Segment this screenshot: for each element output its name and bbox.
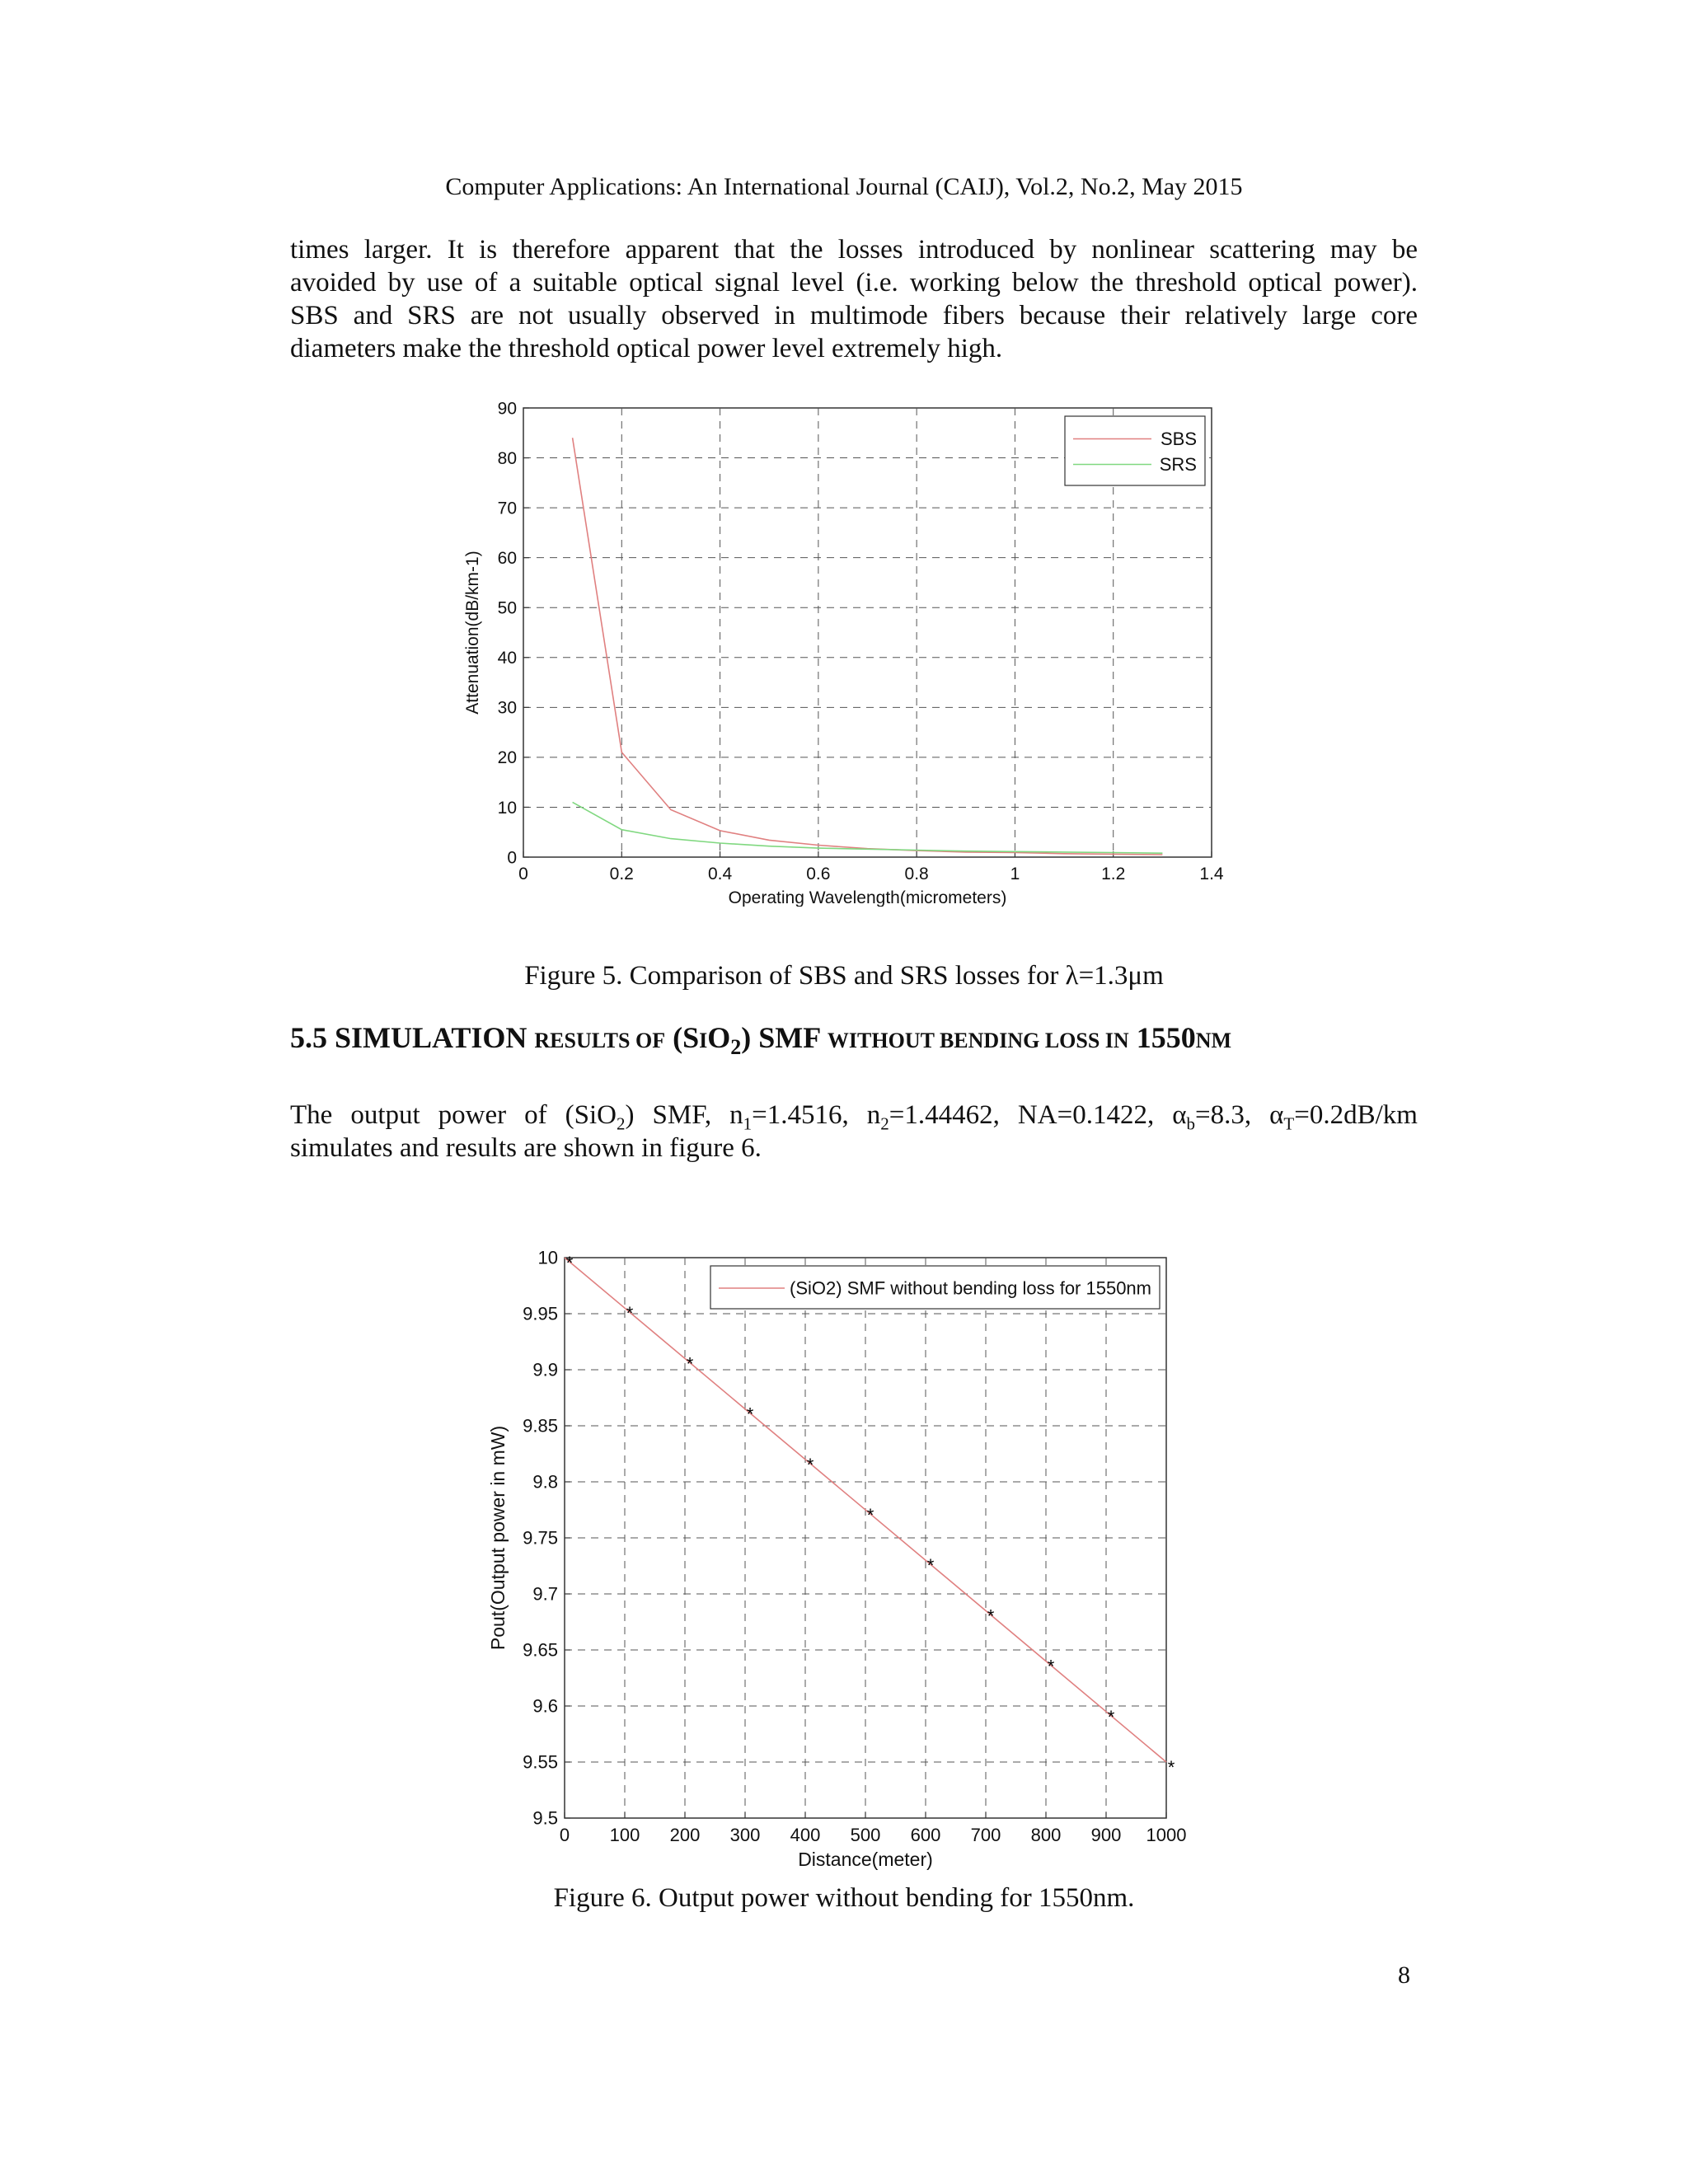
- data-point-marker: *: [1167, 1757, 1175, 1778]
- data-point-marker: *: [987, 1605, 995, 1627]
- figure-6-chart: [478, 1228, 1220, 1879]
- data-point-marker: *: [806, 1454, 814, 1475]
- data-point-marker: *: [565, 1253, 574, 1273]
- paragraph-2: [290, 1099, 1418, 1165]
- paragraph-line: diameters make the threshold optical power level extremely high.: [290, 334, 1003, 363]
- data-point-marker: *: [1107, 1706, 1115, 1727]
- x-tick-label: 0.8: [904, 865, 929, 883]
- x-tick-label: 300: [729, 1825, 761, 1845]
- y-tick-label: 0: [507, 848, 517, 868]
- subscript: 1: [743, 1113, 753, 1134]
- y-axis-label: Pout(Output power in mW): [487, 1425, 509, 1651]
- y-tick-label: 9.55: [523, 1751, 558, 1773]
- text-run: The output power of (SiO: [290, 1100, 617, 1130]
- subscript: T: [1283, 1113, 1295, 1134]
- y-tick-label: 9.5: [532, 1807, 558, 1829]
- section-word: (S: [673, 1021, 700, 1054]
- text-run: =0.2dB/km: [1294, 1100, 1418, 1130]
- paragraph-line: SBS and SRS are not usually observed in multimode fibers because their relatively large core: [290, 301, 1418, 330]
- x-tick-label: 600: [910, 1825, 941, 1845]
- x-tick-label: 500: [850, 1825, 881, 1845]
- data-point-marker: *: [1047, 1656, 1055, 1677]
- legend-label: SRS: [1159, 454, 1197, 476]
- paragraph-1: [290, 233, 1418, 365]
- figure-5-caption: Figure 5. Comparison of SBS and SRS losses for λ=1.3μm: [524, 961, 1164, 991]
- data-point-marker: *: [746, 1404, 754, 1425]
- y-tick-label: 9.7: [532, 1583, 558, 1605]
- data-point-marker: *: [866, 1505, 874, 1526]
- page-number: 8: [1398, 1961, 1410, 1989]
- x-tick-label: 1.2: [1101, 865, 1126, 883]
- text-run: =1.4516, n: [752, 1100, 881, 1130]
- x-tick-label: 0.2: [609, 865, 634, 883]
- x-tick-label: 0.4: [707, 865, 733, 883]
- x-tick-label: 0: [518, 865, 528, 883]
- section-word: NM: [1195, 1029, 1232, 1052]
- section-word: I: [699, 1029, 708, 1052]
- running-head: Computer Applications: An International Journal (CAIJ), Vol.2, No.2, May 2015: [445, 173, 1243, 200]
- y-tick-label: 30: [497, 698, 517, 718]
- y-tick-label: 10: [497, 798, 517, 818]
- data-point-marker: *: [686, 1353, 694, 1375]
- y-tick-label: 9.8: [532, 1471, 558, 1493]
- y-tick-label: 50: [497, 598, 517, 618]
- x-tick-label: 0.6: [806, 865, 831, 883]
- paragraph-line: avoided by use of a suitable optical signal level (i.e. working below the threshold optical power).: [290, 268, 1418, 298]
- data-point-marker: *: [626, 1303, 634, 1324]
- paragraph-line: times larger. It is therefore apparent that the losses introduced by nonlinear scattering may be: [290, 235, 1418, 265]
- paragraph-line: [290, 1099, 1418, 1132]
- y-tick-label: 80: [497, 448, 517, 468]
- y-tick-label: 9.9: [532, 1359, 558, 1380]
- x-tick-label: 1: [1010, 865, 1020, 883]
- section-subscript: 2: [730, 1035, 742, 1060]
- section-word: O: [707, 1021, 731, 1054]
- y-tick-label: 70: [497, 499, 517, 518]
- subscript: b: [1186, 1113, 1195, 1134]
- y-tick-label: 9.75: [523, 1527, 558, 1549]
- x-tick-label: 200: [669, 1825, 701, 1845]
- y-tick-label: 60: [497, 549, 517, 569]
- section-word: 1550: [1136, 1021, 1196, 1054]
- y-axis-label: Attenuation(dB/km-1): [463, 551, 482, 715]
- x-tick-label: 100: [609, 1825, 640, 1845]
- figure-6-caption: Figure 6. Output power without bending for 1550nm.: [553, 1883, 1135, 1913]
- subscript: 2: [617, 1113, 626, 1134]
- section-word: SIMULATION: [335, 1021, 528, 1054]
- section-word: SMF: [758, 1021, 820, 1054]
- x-tick-label: 800: [1030, 1825, 1062, 1845]
- section-heading: [290, 1020, 1232, 1060]
- section-word: RESULTS OF: [534, 1029, 666, 1052]
- text-run: =8.3, α: [1195, 1100, 1284, 1130]
- y-tick-label: 10: [537, 1247, 558, 1268]
- y-tick-label: 9.85: [523, 1415, 558, 1436]
- x-axis-label: Operating Wavelength(micrometers): [728, 888, 1007, 907]
- x-tick-label: 1.4: [1199, 865, 1224, 883]
- legend-label: SBS: [1160, 429, 1197, 450]
- section-word: WITHOUT BENDING LOSS IN: [827, 1029, 1129, 1052]
- legend-box: [1065, 416, 1205, 485]
- x-tick-label: 900: [1090, 1825, 1122, 1845]
- y-tick-label: 40: [497, 649, 517, 668]
- y-tick-label: 9.6: [532, 1695, 558, 1717]
- x-tick-label: 700: [970, 1825, 1001, 1845]
- x-axis-label: Distance(meter): [798, 1849, 933, 1870]
- y-tick-label: 9.65: [523, 1639, 558, 1661]
- data-point-marker: *: [926, 1555, 935, 1577]
- text-run: =1.44462, NA=0.1422, α: [889, 1100, 1187, 1130]
- paragraph-line: simulates and results are shown in figure 6.: [290, 1133, 762, 1163]
- y-tick-label: 20: [497, 748, 517, 768]
- y-tick-label: 90: [497, 399, 517, 419]
- x-tick-label: 400: [790, 1825, 821, 1845]
- y-tick-label: 9.95: [523, 1303, 558, 1324]
- subscript: 2: [880, 1113, 889, 1134]
- x-tick-label: 1000: [1146, 1825, 1187, 1845]
- figure-5-chart: [445, 391, 1236, 907]
- section-word: ): [741, 1021, 752, 1054]
- section-number: 5.5: [290, 1021, 327, 1054]
- text-run: ) SMF, n: [625, 1100, 743, 1130]
- legend-label: (SiO2) SMF without bending loss for 1550nm: [790, 1277, 1151, 1299]
- x-tick-label: 0: [559, 1825, 570, 1845]
